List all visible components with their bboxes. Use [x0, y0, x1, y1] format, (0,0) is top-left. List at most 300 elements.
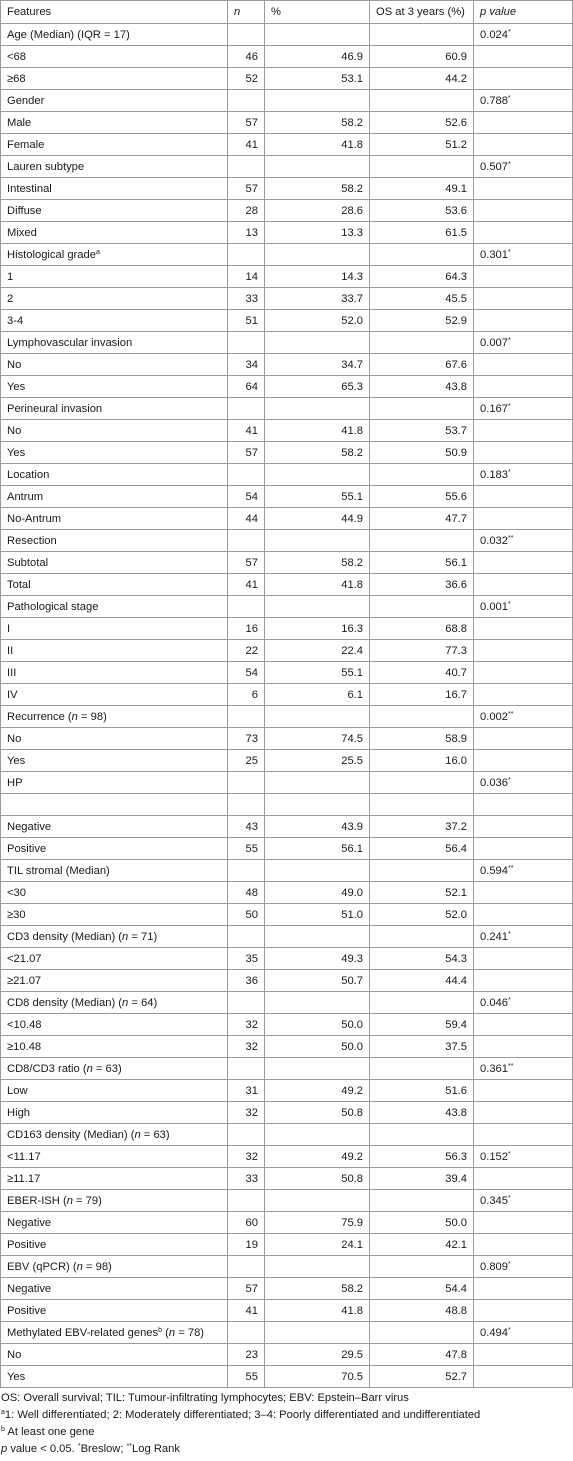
p-value-test-mark: ** — [508, 534, 514, 542]
feature-label: Total — [7, 578, 31, 591]
os-cell — [370, 794, 474, 816]
os-cell — [370, 1190, 474, 1212]
n-cell — [228, 970, 265, 992]
table-row — [1, 640, 573, 662]
os-cell — [370, 970, 474, 992]
n-cell — [228, 1366, 265, 1388]
percent-value: 25.5 — [341, 754, 363, 767]
table-row — [1, 46, 573, 68]
n-cell — [228, 618, 265, 640]
os-value: 68.8 — [445, 622, 467, 635]
percent-cell — [265, 574, 370, 596]
os-value: 55.6 — [445, 490, 467, 503]
percent-cell — [265, 222, 370, 244]
p-value-cell — [474, 552, 573, 574]
feature-label: TIL stromal (Median) — [7, 864, 110, 877]
os-value: 39.4 — [445, 1172, 467, 1185]
feature-label: Female — [7, 138, 45, 151]
footnote-a-mark: a — [1, 1409, 5, 1416]
feature-label: Positive — [7, 842, 47, 855]
n-cell — [228, 288, 265, 310]
table-row — [1, 948, 573, 970]
table-row — [1, 112, 573, 134]
feature-label-tail: = 98) — [77, 710, 107, 723]
p-value: 0.809 — [480, 1260, 508, 1273]
p-value: 0.241 — [480, 930, 508, 943]
os-value: 42.1 — [445, 1238, 467, 1251]
p-value-cell — [474, 1366, 573, 1388]
p-value-test-mark: * — [508, 1260, 511, 1268]
p-value-cell — [474, 1014, 573, 1036]
os-cell — [370, 1080, 474, 1102]
table-row — [1, 816, 573, 838]
percent-cell — [265, 684, 370, 706]
feature-label: Diffuse — [7, 204, 42, 217]
n-cell — [228, 530, 265, 552]
feature-label: Yes — [7, 446, 26, 459]
p-value-cell — [474, 1190, 573, 1212]
percent-value: 16.3 — [341, 622, 363, 635]
p-value-cell — [474, 134, 573, 156]
percent-value: 41.8 — [341, 1304, 363, 1317]
feature-label-tail: = 98) — [82, 1260, 112, 1273]
os-cell — [370, 926, 474, 948]
feature-cell — [1, 1058, 228, 1080]
table-row — [1, 1234, 573, 1256]
n-value: 16 — [245, 622, 258, 635]
n-cell — [228, 508, 265, 530]
n-value: 35 — [245, 952, 258, 965]
group-row — [1, 860, 573, 882]
p-value-cell — [474, 640, 573, 662]
n-cell — [228, 46, 265, 68]
group-row — [1, 1190, 573, 1212]
os-value: 67.6 — [445, 358, 467, 371]
n-cell — [228, 1058, 265, 1080]
feature-label: III — [7, 666, 17, 679]
os-cell — [370, 1102, 474, 1124]
n-cell — [228, 706, 265, 728]
percent-cell — [265, 728, 370, 750]
feature-label-tail: = 63) — [140, 1128, 170, 1141]
n-value: 31 — [245, 1084, 258, 1097]
feature-label: Pathological stage — [7, 600, 99, 613]
n-value: 52 — [245, 72, 258, 85]
os-cell — [370, 112, 474, 134]
os-cell — [370, 1014, 474, 1036]
os-value: 40.7 — [445, 666, 467, 679]
n-cell — [228, 1102, 265, 1124]
percent-cell — [265, 860, 370, 882]
percent-value: 43.9 — [341, 820, 363, 833]
feature-label: HP — [7, 776, 23, 789]
p-value-cell — [474, 860, 573, 882]
table-row — [1, 1146, 573, 1168]
p-value-cell — [474, 90, 573, 112]
table-row — [1, 442, 573, 464]
table-row — [1, 838, 573, 860]
feature-cell — [1, 68, 228, 90]
n-cell — [228, 1344, 265, 1366]
p-value-cell — [474, 156, 573, 178]
feature-cell — [1, 1190, 228, 1212]
n-cell — [228, 332, 265, 354]
os-cell — [370, 552, 474, 574]
n-value: 48 — [245, 886, 258, 899]
table-row — [1, 68, 573, 90]
p-value-cell — [474, 1322, 573, 1344]
n-value: 73 — [245, 732, 258, 745]
footnote-logrank-text: Log Rank — [132, 1443, 180, 1455]
p-value-cell — [474, 24, 573, 46]
percent-cell — [265, 992, 370, 1014]
p-value-cell — [474, 992, 573, 1014]
percent-cell — [265, 596, 370, 618]
percent-cell — [265, 442, 370, 464]
percent-value: 24.1 — [341, 1238, 363, 1251]
feature-cell — [1, 112, 228, 134]
n-cell — [228, 310, 265, 332]
group-row — [1, 530, 573, 552]
percent-cell — [265, 354, 370, 376]
os-cell — [370, 68, 474, 90]
n-cell — [228, 684, 265, 706]
p-value-cell — [474, 442, 573, 464]
percent-value: 58.2 — [341, 116, 363, 129]
n-value: 41 — [245, 424, 258, 437]
os-cell — [370, 1168, 474, 1190]
footnote-p-italic: p — [1, 1443, 8, 1455]
feature-cell — [1, 816, 228, 838]
header-p-value — [474, 1, 573, 24]
percent-cell — [265, 706, 370, 728]
footnote-p-text: value < 0.05. — [7, 1443, 78, 1455]
n-cell — [228, 1212, 265, 1234]
feature-cell — [1, 156, 228, 178]
n-cell — [228, 816, 265, 838]
p-value-cell — [474, 904, 573, 926]
feature-cell — [1, 266, 228, 288]
os-cell — [370, 684, 474, 706]
feature-cell — [1, 728, 228, 750]
os-cell — [370, 310, 474, 332]
header-n — [228, 1, 265, 24]
feature-cell — [1, 574, 228, 596]
p-value-cell — [474, 508, 573, 530]
feature-label: <10.48 — [7, 1018, 42, 1031]
feature-label: Yes — [7, 1370, 26, 1383]
os-value: 50.9 — [445, 446, 467, 459]
feature-label: Negative — [7, 1282, 52, 1295]
os-cell — [370, 750, 474, 772]
p-value: 0.002 — [480, 710, 508, 723]
feature-label: Negative — [7, 820, 52, 833]
os-cell — [370, 772, 474, 794]
n-value: 57 — [245, 1282, 258, 1295]
feature-label: No — [7, 732, 22, 745]
p-value-cell — [474, 486, 573, 508]
percent-value: 55.1 — [341, 666, 363, 679]
n-cell — [228, 178, 265, 200]
feature-label-tail: ( — [162, 1326, 169, 1339]
p-value-cell — [474, 596, 573, 618]
percent-cell — [265, 662, 370, 684]
os-cell — [370, 266, 474, 288]
percent-cell — [265, 376, 370, 398]
n-cell — [228, 398, 265, 420]
percent-cell — [265, 530, 370, 552]
percent-cell — [265, 904, 370, 926]
n-cell — [228, 24, 265, 46]
feature-label: Mixed — [7, 226, 37, 239]
percent-value: 58.2 — [341, 182, 363, 195]
os-value: 43.8 — [445, 380, 467, 393]
p-value-test-mark: ** — [508, 1062, 514, 1070]
p-value: 0.007 — [480, 336, 508, 349]
percent-cell — [265, 68, 370, 90]
table-row — [1, 1366, 573, 1388]
p-value: 0.046 — [480, 996, 508, 1009]
feature-label: Male — [7, 116, 32, 129]
os-value: 52.0 — [445, 908, 467, 921]
percent-cell — [265, 1322, 370, 1344]
os-cell — [370, 420, 474, 442]
table-row — [1, 882, 573, 904]
n-cell — [228, 464, 265, 486]
os-value: 52.1 — [445, 886, 467, 899]
header-percent: % — [265, 1, 370, 24]
n-cell — [228, 596, 265, 618]
feature-cell — [1, 970, 228, 992]
feature-cell — [1, 838, 228, 860]
table-row — [1, 420, 573, 442]
n-value: 32 — [245, 1040, 258, 1053]
percent-value: 13.3 — [341, 226, 363, 239]
n-value: 43 — [245, 820, 258, 833]
percent-cell — [265, 794, 370, 816]
os-value: 56.4 — [445, 842, 467, 855]
group-row — [1, 596, 573, 618]
p-value-cell — [474, 288, 573, 310]
p-value-cell — [474, 816, 573, 838]
p-value-cell — [474, 1256, 573, 1278]
feature-label: CD163 density (Median) ( — [7, 1128, 135, 1141]
feature-cell — [1, 1322, 228, 1344]
os-cell — [370, 398, 474, 420]
feature-label: <21.07 — [7, 952, 42, 965]
percent-value: 14.3 — [341, 270, 363, 283]
n-cell — [228, 552, 265, 574]
p-value-test-mark: * — [508, 996, 511, 1004]
os-value: 44.4 — [445, 974, 467, 987]
p-value-test-mark: ** — [508, 710, 514, 718]
feature-label: CD8 density (Median) ( — [7, 996, 123, 1009]
percent-cell — [265, 1146, 370, 1168]
os-cell — [370, 1322, 474, 1344]
percent-value: 52.0 — [341, 314, 363, 327]
p-value-test-mark: * — [508, 1326, 511, 1334]
n-cell — [228, 90, 265, 112]
percent-cell — [265, 1234, 370, 1256]
feature-n-italic: n — [122, 996, 129, 1009]
n-cell — [228, 222, 265, 244]
n-value: 25 — [245, 754, 258, 767]
os-cell — [370, 24, 474, 46]
n-cell — [228, 1146, 265, 1168]
n-value: 14 — [245, 270, 258, 283]
percent-cell — [265, 464, 370, 486]
percent-value: 50.7 — [341, 974, 363, 987]
feature-cell — [1, 376, 228, 398]
p-value: 0.152 — [480, 1150, 508, 1163]
feature-label: ≥10.48 — [7, 1040, 42, 1053]
p-value-test-mark: ** — [508, 864, 514, 872]
os-cell — [370, 1058, 474, 1080]
p-value: 0.361 — [480, 1062, 508, 1075]
os-cell — [370, 464, 474, 486]
feature-label: <30 — [7, 886, 26, 899]
n-value: 23 — [245, 1348, 258, 1361]
os-cell — [370, 222, 474, 244]
table-row — [1, 1080, 573, 1102]
percent-cell — [265, 1102, 370, 1124]
os-value: 50.0 — [445, 1216, 467, 1229]
os-cell — [370, 530, 474, 552]
percent-cell — [265, 948, 370, 970]
p-value-test-mark: * — [508, 1194, 511, 1202]
n-value: 54 — [245, 666, 258, 679]
n-cell — [228, 882, 265, 904]
feature-label: Resection — [7, 534, 57, 547]
os-cell — [370, 90, 474, 112]
percent-cell — [265, 618, 370, 640]
feature-label: Histological grade — [7, 248, 96, 261]
os-value: 44.2 — [445, 72, 467, 85]
os-cell — [370, 178, 474, 200]
p-value-cell — [474, 420, 573, 442]
p-value-test-mark: * — [508, 1150, 511, 1158]
feature-cell — [1, 1168, 228, 1190]
table-row — [1, 750, 573, 772]
feature-cell — [1, 596, 228, 618]
os-cell — [370, 1256, 474, 1278]
feature-label-tail: = 79) — [72, 1194, 102, 1207]
p-value-cell — [474, 1124, 573, 1146]
table-row — [1, 1102, 573, 1124]
feature-cell — [1, 1344, 228, 1366]
feature-cell — [1, 662, 228, 684]
feature-label: <11.17 — [7, 1150, 41, 1163]
group-row — [1, 464, 573, 486]
feature-label: Subtotal — [7, 556, 49, 569]
feature-cell — [1, 464, 228, 486]
table-row — [1, 684, 573, 706]
footnote-a — [1, 1407, 573, 1424]
os-cell — [370, 574, 474, 596]
group-row — [1, 992, 573, 1014]
p-value-cell — [474, 684, 573, 706]
feature-cell — [1, 882, 228, 904]
table-row — [1, 134, 573, 156]
feature-cell — [1, 904, 228, 926]
percent-value: 46.9 — [341, 50, 363, 63]
feature-label: 1 — [7, 270, 14, 283]
os-cell — [370, 354, 474, 376]
p-value: 0.494 — [480, 1326, 508, 1339]
table-row — [1, 618, 573, 640]
os-value: 51.6 — [445, 1084, 467, 1097]
table-body — [1, 24, 573, 1388]
percent-value: 50.0 — [341, 1040, 363, 1053]
feature-cell — [1, 222, 228, 244]
p-value-cell — [474, 266, 573, 288]
os-cell — [370, 992, 474, 1014]
n-value: 54 — [245, 490, 258, 503]
p-value: 0.301 — [480, 248, 508, 261]
feature-cell — [1, 178, 228, 200]
feature-cell — [1, 508, 228, 530]
feature-label: Positive — [7, 1238, 47, 1251]
feature-label: 3-4 — [7, 314, 24, 327]
feature-cell — [1, 1300, 228, 1322]
feature-label: EBV (qPCR) ( — [7, 1260, 77, 1273]
percent-cell — [265, 816, 370, 838]
n-value: 55 — [245, 1370, 258, 1383]
p-value-cell — [474, 838, 573, 860]
feature-cell — [1, 1036, 228, 1058]
feature-label: High — [7, 1106, 31, 1119]
feature-label-tail: = 64) — [128, 996, 158, 1009]
percent-value: 34.7 — [341, 358, 363, 371]
group-row — [1, 772, 573, 794]
table-row — [1, 1168, 573, 1190]
feature-n-italic: n — [134, 1128, 141, 1141]
os-value: 52.6 — [445, 116, 467, 129]
os-cell — [370, 288, 474, 310]
percent-value: 50.0 — [341, 1018, 363, 1031]
feature-cell — [1, 1234, 228, 1256]
n-value: 6 — [251, 688, 258, 701]
feature-cell — [1, 486, 228, 508]
p-value-test-mark: * — [508, 160, 511, 168]
n-value: 32 — [245, 1150, 258, 1163]
percent-value: 41.8 — [341, 138, 363, 151]
n-value: 33 — [245, 292, 258, 305]
feature-cell — [1, 332, 228, 354]
n-value: 57 — [245, 182, 258, 195]
p-value-cell — [474, 574, 573, 596]
p-value-cell — [474, 1168, 573, 1190]
feature-cell — [1, 750, 228, 772]
os-cell — [370, 1146, 474, 1168]
p-value-test-mark: * — [508, 468, 511, 476]
p-value-cell — [474, 728, 573, 750]
os-cell — [370, 1036, 474, 1058]
feature-label-tail: = 63) — [92, 1062, 122, 1075]
os-value: 56.3 — [445, 1150, 467, 1163]
percent-cell — [265, 1278, 370, 1300]
p-value-cell — [474, 244, 573, 266]
percent-value: 75.9 — [341, 1216, 363, 1229]
table-row — [1, 904, 573, 926]
table-row — [1, 794, 573, 816]
os-cell — [370, 442, 474, 464]
percent-value: 28.6 — [341, 204, 363, 217]
n-cell — [228, 486, 265, 508]
n-cell — [228, 200, 265, 222]
os-value: 43.8 — [445, 1106, 467, 1119]
feature-cell — [1, 288, 228, 310]
